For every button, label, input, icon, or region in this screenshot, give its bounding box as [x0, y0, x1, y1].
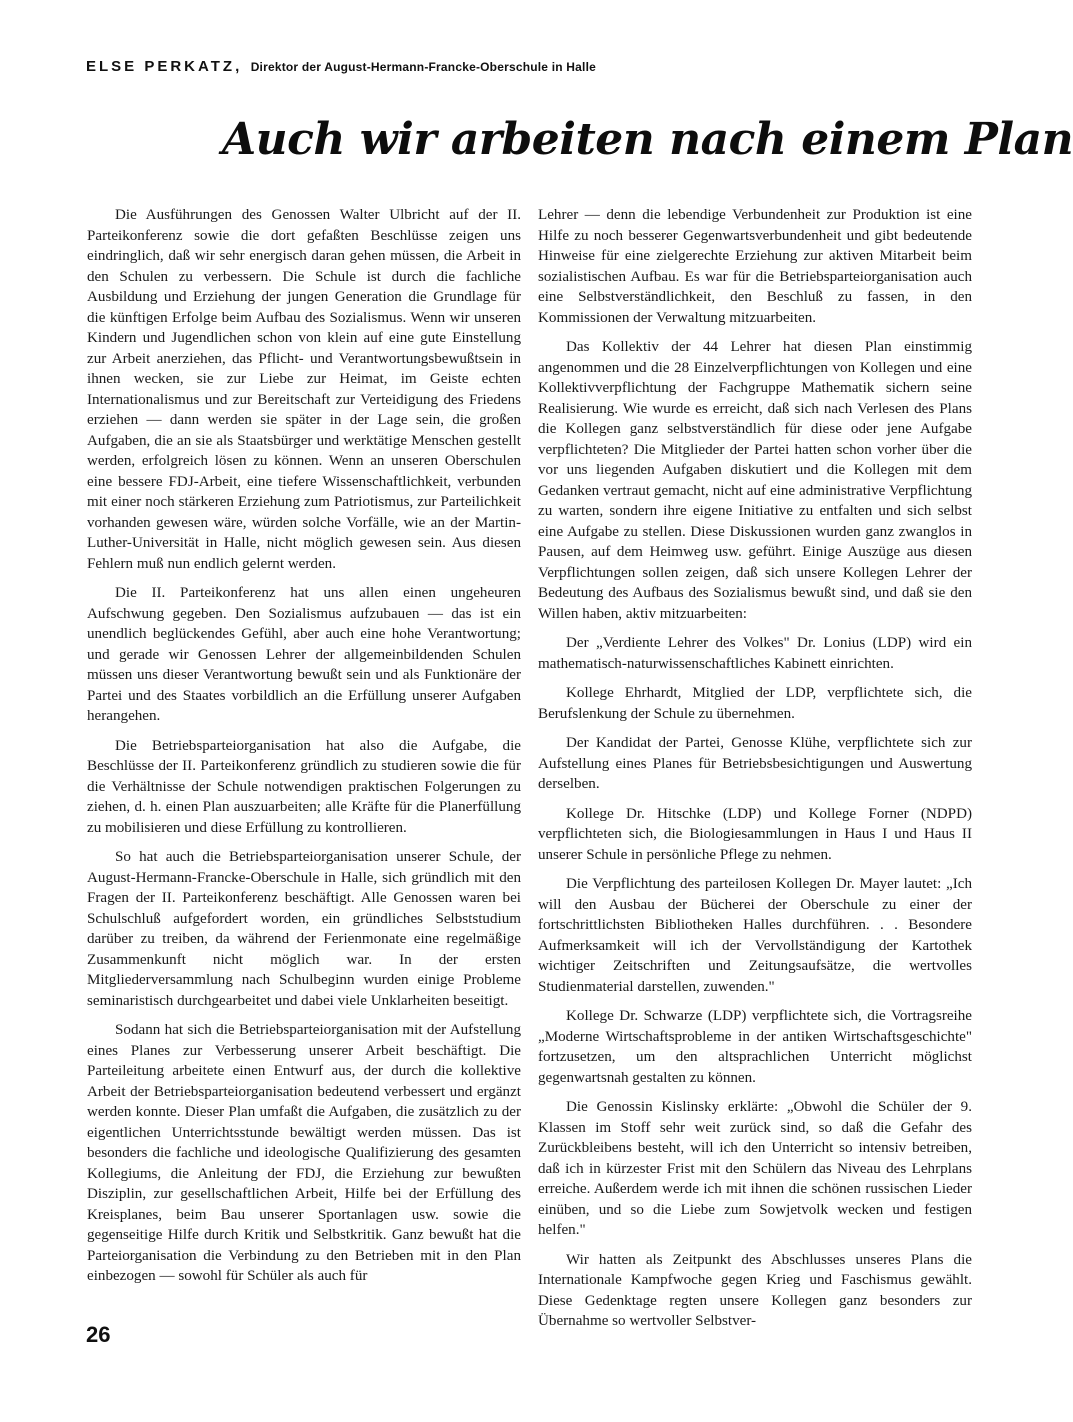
paragraph: So hat auch die Betriebsparteiorganisation unserer Schule, der August-Hermann-Francke-Oberschule in Halle, sich gründlich mit den Fragen der II. Parteikonferenz beschäftigt. Alle Genossen waren bei Schulschluß aufgefordert worden, ein gründliches Selbststudium darüber zu treiben, da während der Ferienmonate eine regelmäßige Zusammenkunft nicht möglich war. In der ersten Mitgliederversammlung nach Schulbeginn wurden einige Probleme seminaristisch durchgearbeitet und dabei viele Unklarheiten beseitigt. [87, 849, 521, 1009]
left-column [87, 205, 521, 1296]
paragraph: Die Betriebsparteiorganisation hat also die Aufgabe, die Beschlüsse der II. Parteikonferenz gründlich zu studieren sowie die für die Verhältnisse der Schule notwendigen praktischen Folgerungen zu ziehen, d. h. einen Plan auszuarbeiten; alle Kräfte für die Planerfüllung zu mobilisieren und diese Erfüllung zu kontrollieren. [87, 737, 521, 836]
paragraph: Der Kandidat der Partei, Genosse Klühe, verpflichtete sich zur Aufstellung eines Planes für Betriebsbesichtigungen und Auswertung derselben. [538, 735, 972, 792]
paragraph: Sodann hat sich die Betriebsparteiorganisation mit der Aufstellung eines Planes zur Verbesserung unserer Arbeit beschäftigt. Die Parteileitung arbeitete einen Entwurf aus, der durch die kollektive Arbeit der Betriebsparteiorganisation bedeutend verbessert und ergänzt werden konnte. Dieser Plan umfaßt die Aufgaben, die zusätzlich zu der eigentlichen Unterrichtsstunde bewältigt werden müssen. Das ist besonders die fachliche und ideologische Qualifizierung des gesamten Kollegiums, die Anleitung der FDJ, die Erziehung zur bewußten Disziplin, zur gesellschaftlichen Arbeit, Hilfe bei der Erfüllung des Kreisplanes, beim Bau unserer Sportanlagen usw. sowie die gegenseitige Hilfe durch Kritik und Selbstkritik. Ganz bewußt hat die Parteiorganisation die Verbindung zu den Betrieben mit in den Plan einbezogen — sowohl für Schüler als auch für [87, 1022, 521, 1284]
article-title: Auch wir arbeiten nach einem Plan [222, 114, 1073, 165]
paragraph: Die Verpflichtung des parteilosen Kollegen Dr. Mayer lautet: „Ich will den Ausbau der Bücherei der Oberschule zu einer der fortschrittlichsten Bibliotheken Halles durchführen. . . Besondere Aufmerksamkeit will ich der Vervollständigung der Kartothek wichtiger Zeitschriften und Zeitungsaufsätze, die wertvolles Studienmaterial darstellen, zuwenden." [538, 876, 972, 995]
author-name: ELSE PERKATZ, [86, 58, 243, 75]
paragraph: Lehrer — denn die lebendige Verbundenheit zur Produktion ist eine Hilfe zu noch besserer Gegenwartsverbundenheit und gibt bedeutende Hinweise für eine zielgerechte Erziehung zur aktiven Mitarbeit beim sozialistischen Aufbau. Es war für die Betriebsparteiorganisation auch eine Selbstverständlichkeit, den Beschluß zu fassen, in den Kommissionen der Verwaltung mitzuarbeiten. [538, 207, 972, 326]
paragraph: Wir hatten als Zeitpunkt des Abschlusses unseres Plans die Internationale Kampfwoche gegen Krieg und Faschismus gewählt. Diese Gedenktage regten unsere Kollegen ganz besonders zur Übernahme so wertvoller Selbstver- [538, 1251, 972, 1329]
byline [86, 58, 596, 76]
paragraph: Kollege Ehrhardt, Mitglied der LDP, verpflichtete sich, die Berufslenkung der Schule zu übernehmen. [538, 685, 972, 722]
paragraph: Der „Verdiente Lehrer des Volkes" Dr. Lonius (LDP) wird ein mathematisch-naturwissenschaftliches Kabinett einrichten. [538, 635, 972, 672]
paragraph: Kollege Dr. Hitschke (LDP) und Kollege Forner (NDPD) verpflichteten sich, die Biologiesammlungen in Haus I und Haus II unserer Schule in persönliche Pflege zu nehmen. [538, 805, 972, 863]
paragraph: Die Genossin Kislinsky erklärte: „Obwohl die Schüler der 9. Klassen im Stoff sehr weit zurück sind, so daß die Gefahr des Zurückbleibens besteht, will ich den Unterricht so intensiv betreiben, daß ich in kürzester Frist mit den Schülern das Niveau des Lehrplans erreiche. Außerdem werde ich mit ihnen die schönen russischen Lieder einüben, und so die Liebe zum Sowjetvolk wecken und festigen helfen." [538, 1099, 972, 1238]
page-number: 26 [86, 1322, 111, 1347]
right-column [538, 205, 972, 1341]
author-role: Direktor der August-Hermann-Francke-Oberschule in Halle [250, 60, 596, 74]
paragraph: Die II. Parteikonferenz hat uns allen einen ungeheuren Aufschwung gegeben. Den Sozialismus aufzubauen — das ist ein unendlich beglückendes Gefühl, aber auch eine hohe Verantwortung; und gerade wir Genossen Lehrer der allgemeinbildenden Schulen müssen uns dieser Verantwortung bewußt sein und als Funktionäre der Partei und des Staates vorbildlich an die Erfüllung unserer Aufgaben herangehen. [87, 585, 521, 724]
paragraph: Kollege Dr. Schwarze (LDP) verpflichtete sich, die Vortragsreihe „Moderne Wirtschaftsprobleme in der antiken Wirtschaftsgeschichte" fortzusetzen, um den altsprachlichen Unterricht möglichst gegenwartsnah gestalten zu können. [538, 1008, 972, 1086]
paragraph: Das Kollektiv der 44 Lehrer hat diesen Plan einstimmig angenommen und die 28 Einzelverpflichtungen von Kollegen und eine Kollektivverpflichtung der Fachgruppe Mathematik sichern seine Realisierung. Wie wurde es erreicht, daß sich nach Verlesen des Plans die Kollegen ganz selbstverständlich für diese oder jene Aufgabe verpflichteten? Die Mitglieder der Partei hatten schon vorher über die vor uns liegenden Aufgaben diskutiert und die Kollegen mit dem Gedanken vertraut gemacht, nicht auf eine administrative Verpflichtung zu warten, sondern ihre eigene Initiative zu entfalten und sich selbst eine Aufgabe zu stellen. Diese Diskussionen wurden ganz zwanglos in Pausen, auf dem Heimweg usw. geführt. Einige Auszüge aus diesen Verpflichtungen sollen zeigen, daß sich unsere Kollegen Lehrer der Bedeutung des Aufbaus des Sozialismus bewußt sind, und daß sie den Willen haben, aktiv mitzuarbeiten: [538, 339, 972, 622]
paragraph: Die Ausführungen des Genossen Walter Ulbricht auf der II. Parteikonferenz sowie die dort gefaßten Beschlüsse zeigen uns eindringlich, daß wir sehr energisch daran gehen müssen, die Arbeit in den Schulen zu verbessern. Die Schule ist durch die fachliche Ausbildung und Erziehung der jungen Generation die Grundlage für die künftigen Erfolge beim Aufbau des Sozialismus. Wenn wir unseren Kindern und Jugendlichen schon von klein auf eine gute Einstellung zur Arbeit anerziehen, das Pflicht- und Verantwortungsbewußtsein in ihnen wecken, sie zur Liebe zur Heimat, im Geiste echten Internationalismus und zur Bereitschaft zur Verteidigung des Friedens erziehen — dann werden sie später in der Lage sein, die großen Aufgaben, die an sie als Staatsbürger und werktätige Menschen gestellt werden, erfolgreich lösen zu können. Wenn an unseren Oberschulen eine bessere FDJ-Arbeit, eine tiefere Wissenschaftlichkeit, verbunden mit einer noch stärkeren Erziehung zum Patriotismus, zur Parteilichkeit vorhanden gewesen wäre, würden solche Vorfälle, wie an der Martin-Luther-Universität in Halle, nicht möglich gewesen sein. Aus diesen Fehlern muß nun endlich gelernt werden. [87, 207, 521, 572]
